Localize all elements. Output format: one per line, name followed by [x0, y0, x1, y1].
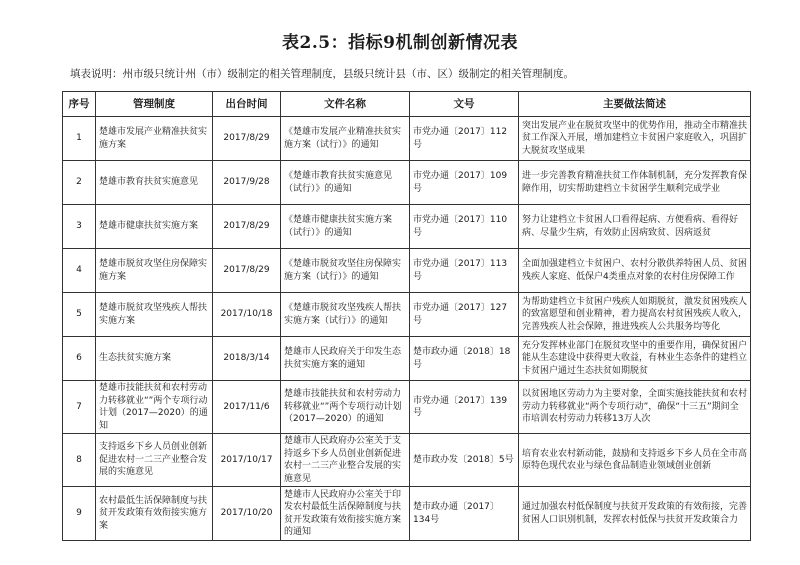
- cell-desc: 进一步完善教育精准扶贫工作体制机制，充分发挥教育保障作用，切实帮助建档立卡贫困学生顺利完成学业: [519, 161, 751, 205]
- cell-desc: 以贫困地区劳动力为主要对象，全面实施技能扶贫和农村劳动力转移就业“两个专项行动”，确保“十三五”期间全市培训农村劳动力转移13万人次: [519, 381, 751, 434]
- header-system: 管理制度: [96, 92, 213, 117]
- cell-desc: 为帮助建档立卡贫困户残疾人如期脱贫，激发贫困残疾人的致富愿望和创业精神，着力提高农村贫困残疾人收入，完善残疾人社会保障，推进残疾人公共服务均等化: [519, 293, 751, 337]
- cell-date: 2017/8/29: [213, 205, 281, 249]
- table-row: [63, 487, 751, 541]
- cell-file: 楚雄市技能扶贫和农村劳动力转移就业“”两个专项行动计划（2017—2020）的通知: [281, 381, 410, 434]
- cell-desc: 全面加强建档立卡贫困户、农村分散供养特困人员、贫困残疾人家庭、低保户4类重点对象的农村住房保障工作: [519, 249, 751, 293]
- cell-file: 《楚雄市发展产业精准扶贫实施方案（试行）》的通知: [281, 117, 410, 161]
- table-row: [63, 337, 751, 381]
- cell-date: 2017/10/20: [213, 487, 281, 541]
- cell-docno: 市党办通〔2017〕127号: [410, 293, 519, 337]
- cell-date: 2017/9/28: [213, 161, 281, 205]
- cell-docno: 市党办通〔2017〕110号: [410, 205, 519, 249]
- table-row: [63, 161, 751, 205]
- cell-docno: 市党办通〔2017〕113号: [410, 249, 519, 293]
- cell-no: 6: [63, 337, 96, 381]
- cell-no: 8: [63, 434, 96, 487]
- cell-date: 2017/8/29: [213, 249, 281, 293]
- cell-file: 楚雄市人民政府办公室关于支持返乡下乡人员创业创新促进农村一二三产业整合发展的实施意见: [281, 434, 410, 487]
- cell-docno: 市党办通〔2017〕112号: [410, 117, 519, 161]
- cell-file: 《楚雄市教育扶贫实施意见（试行）》的通知: [281, 161, 410, 205]
- cell-system: 楚雄市脱贫攻坚残疾人帮扶实施方案: [96, 293, 213, 337]
- cell-system: 楚雄市发展产业精准扶贫实施方案: [96, 117, 213, 161]
- cell-no: 9: [63, 487, 96, 541]
- header-file: 文件名称: [281, 92, 410, 117]
- fill-instructions: 填表说明：州市级只统计州（市）级制定的相关管理制度，县级只统计县（市、区）级制定的相关管理制度。: [70, 68, 574, 80]
- cell-no: 7: [63, 381, 96, 434]
- cell-desc: 培育农业农村新动能，鼓励和支持返乡下乡人员在全市高原特色现代农业与绿色食品制造业领域创业创新: [519, 434, 751, 487]
- cell-system: 支持返乡下乡人员创业创新促进农村一二三产业整合发展的实施意见: [96, 434, 213, 487]
- table-row: [63, 117, 751, 161]
- cell-file: 《楚雄市健康扶贫实施方案（试行）》的通知: [281, 205, 410, 249]
- header-date: 出台时间: [213, 92, 281, 117]
- cell-system: 农村最低生活保障制度与扶贫开发政策有效衔接实施方案: [96, 487, 213, 541]
- table-row: [63, 434, 751, 487]
- table-row: [63, 249, 751, 293]
- mechanism-innovation-table: [62, 91, 751, 541]
- table-row: [63, 205, 751, 249]
- table-row: [63, 381, 751, 434]
- cell-no: 3: [63, 205, 96, 249]
- header-docno: 文号: [410, 92, 519, 117]
- cell-docno: 市党办通〔2017〕109号: [410, 161, 519, 205]
- cell-file: 《楚雄市脱贫攻坚住房保障实施方案（试行）》的通知: [281, 249, 410, 293]
- cell-date: 2017/8/29: [213, 117, 281, 161]
- cell-system: 楚雄市脱贫攻坚住房保障实施方案: [96, 249, 213, 293]
- cell-file: 《楚雄市脱贫攻坚残疾人帮扶实施方案（试行）》的通知: [281, 293, 410, 337]
- cell-system: 楚雄市教育扶贫实施意见: [96, 161, 213, 205]
- table-header-row: [63, 92, 751, 117]
- page-title: 表2.5：指标9机制创新情况表: [282, 33, 518, 53]
- cell-desc: 突出发展产业在脱贫攻坚中的优势作用，推动全市精准扶贫工作深入开展，增加建档立卡贫困户家庭收入，巩固扩大脱贫攻坚成果: [519, 117, 751, 161]
- cell-file: 楚雄市人民政府办公室关于印发农村最低生活保障制度与扶贫开发政策有效衔接实施方案的通知: [281, 487, 410, 541]
- cell-no: 1: [63, 117, 96, 161]
- cell-no: 2: [63, 161, 96, 205]
- cell-docno: 楚市政办发〔2018〕5号: [410, 434, 519, 487]
- table-row: [63, 293, 751, 337]
- cell-date: 2017/10/18: [213, 293, 281, 337]
- cell-system: 生态扶贫实施方案: [96, 337, 213, 381]
- cell-desc: 充分发挥林业部门在脱贫攻坚中的重要作用，确保贫困户能从生态建设中获得更大收益，有林业生态条件的建档立卡贫困户通过生态扶贫如期脱贫: [519, 337, 751, 381]
- cell-date: 2017/11/6: [213, 381, 281, 434]
- cell-desc: 努力让建档立卡贫困人口看得起病、方便看病、看得好病、尽量少生病，有效防止因病致贫、因病返贫: [519, 205, 751, 249]
- cell-docno: 市党办通〔2017〕139号: [410, 381, 519, 434]
- header-no: 序号: [63, 92, 96, 117]
- cell-date: 2017/10/17: [213, 434, 281, 487]
- cell-date: 2018/3/14: [213, 337, 281, 381]
- cell-file: 楚雄市人民政府关于印发生态扶贫实施方案的通知: [281, 337, 410, 381]
- cell-system: 楚雄市健康扶贫实施方案: [96, 205, 213, 249]
- cell-system: 楚雄市技能扶贫和农村劳动力转移就业“”两个专项行动计划（2017—2020）的通知: [96, 381, 213, 434]
- cell-docno: 楚市政办通〔2018〕18号: [410, 337, 519, 381]
- header-desc: 主要做法简述: [519, 92, 751, 117]
- cell-desc: 通过加强农村低保制度与扶贫开发政策的有效衔接，完善贫困人口识别机制，发挥农村低保与扶贫开发政策合力: [519, 487, 751, 541]
- cell-no: 5: [63, 293, 96, 337]
- cell-docno: 楚市政办通〔2017〕134号: [410, 487, 519, 541]
- cell-no: 4: [63, 249, 96, 293]
